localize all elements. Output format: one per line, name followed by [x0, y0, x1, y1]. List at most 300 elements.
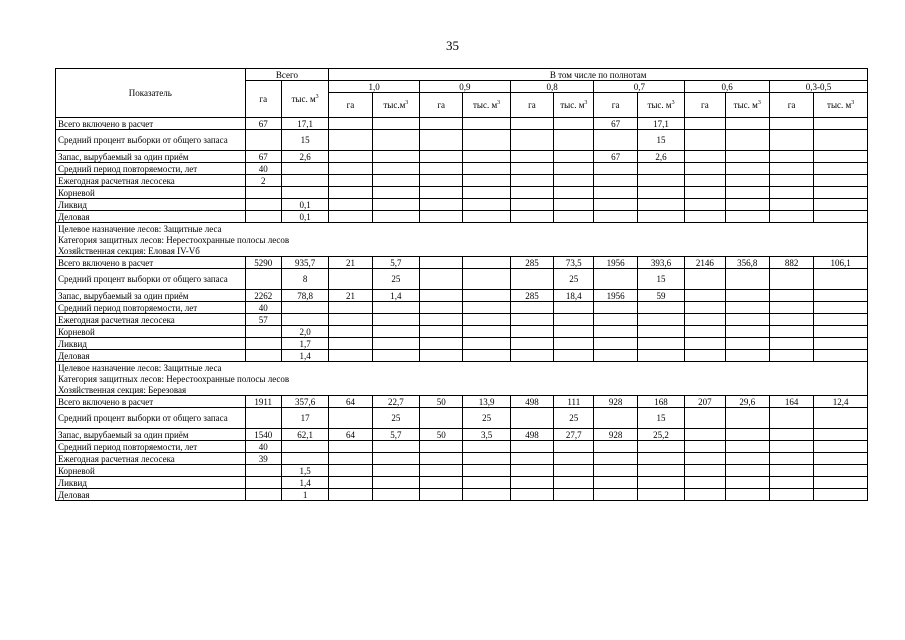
table-cell — [769, 211, 813, 223]
header-density: 1,0 — [329, 81, 420, 93]
table-cell — [814, 290, 868, 302]
table-cell — [554, 211, 594, 223]
table-cell — [372, 326, 419, 338]
table-cell — [329, 408, 372, 429]
table-cell: 67 — [594, 151, 637, 163]
table-cell — [245, 211, 281, 223]
table-cell — [685, 302, 725, 314]
unit-label: тыс. м — [647, 100, 672, 110]
table-cell — [594, 489, 637, 501]
table-cell — [245, 408, 281, 429]
table-cell: 67 — [245, 118, 281, 130]
table-cell: 25,2 — [637, 429, 684, 441]
table-cell — [372, 314, 419, 326]
table-cell — [594, 465, 637, 477]
table-row — [56, 302, 868, 314]
table-cell — [725, 175, 769, 187]
section-caption: Категория защитных лесов: Нерестоохранные полосы лесов — [56, 234, 868, 245]
table-cell — [725, 465, 769, 477]
table-row — [56, 477, 868, 489]
table-cell — [769, 338, 813, 350]
table-cell — [814, 187, 868, 199]
table-cell — [685, 187, 725, 199]
table-cell — [725, 130, 769, 151]
unit-label: тыс. м — [827, 100, 852, 110]
table-cell — [372, 489, 419, 501]
table-cell — [463, 211, 510, 223]
table-cell — [420, 211, 463, 223]
table-cell: 17,1 — [281, 118, 328, 130]
table-cell — [685, 338, 725, 350]
table-cell — [372, 350, 419, 362]
table-cell — [420, 477, 463, 489]
row-label: Ликвид — [56, 199, 246, 211]
table-cell: 285 — [510, 290, 553, 302]
table-cell — [510, 408, 553, 429]
table-cell: 1,5 — [281, 465, 328, 477]
table-cell: 78,8 — [281, 290, 328, 302]
table-cell — [510, 269, 553, 290]
table-cell — [510, 187, 553, 199]
table-cell: 2,6 — [281, 151, 328, 163]
table-cell: 2,6 — [637, 151, 684, 163]
table-cell — [725, 211, 769, 223]
table-cell: 928 — [594, 429, 637, 441]
header-total: Всего — [245, 69, 329, 81]
table-cell: 40 — [245, 441, 281, 453]
unit-label: тыс. м — [473, 100, 498, 110]
table-cell: 0,1 — [281, 199, 328, 211]
table-cell: 356,8 — [725, 257, 769, 269]
table-cell — [725, 187, 769, 199]
table-cell: 13,9 — [463, 396, 510, 408]
table-cell: 1956 — [594, 257, 637, 269]
table-cell — [769, 441, 813, 453]
table-cell: 17,1 — [637, 118, 684, 130]
table-row — [56, 453, 868, 465]
table-cell — [372, 151, 419, 163]
table-cell — [725, 477, 769, 489]
section-caption-row — [56, 362, 868, 374]
table-cell — [637, 211, 684, 223]
table-cell — [463, 326, 510, 338]
table-cell: 12,4 — [814, 396, 868, 408]
table-cell: 50 — [420, 429, 463, 441]
header-ha: га — [420, 93, 463, 118]
table-cell — [463, 118, 510, 130]
table-cell — [594, 477, 637, 489]
table-cell — [685, 175, 725, 187]
table-cell — [725, 453, 769, 465]
table-cell: 2262 — [245, 290, 281, 302]
table-cell — [637, 163, 684, 175]
row-label: Деловая — [56, 489, 246, 501]
superscript-3: 3 — [851, 100, 855, 106]
table-cell — [510, 175, 553, 187]
table-row — [56, 151, 868, 163]
table-cell — [281, 302, 328, 314]
table-cell — [420, 163, 463, 175]
table-cell — [420, 269, 463, 290]
table-cell — [685, 453, 725, 465]
table-cell: 5,7 — [372, 429, 419, 441]
table-cell — [814, 118, 868, 130]
table-cell — [554, 175, 594, 187]
table-cell: 1956 — [594, 290, 637, 302]
header-ha: га — [594, 93, 637, 118]
table-row — [56, 163, 868, 175]
row-label: Корневой — [56, 465, 246, 477]
header-total-ha: га — [245, 81, 281, 118]
table-cell — [594, 163, 637, 175]
table-cell — [769, 151, 813, 163]
table-cell: 935,7 — [281, 257, 328, 269]
table-cell — [685, 465, 725, 477]
table-row — [56, 489, 868, 501]
table-cell — [814, 477, 868, 489]
table-cell: 0,1 — [281, 211, 328, 223]
table-cell — [554, 163, 594, 175]
table-row — [56, 118, 868, 130]
table-cell — [245, 326, 281, 338]
table-cell — [329, 118, 372, 130]
unit-label: тыс. м — [291, 94, 316, 104]
table-cell — [372, 477, 419, 489]
table-cell — [329, 326, 372, 338]
table-cell: 2146 — [685, 257, 725, 269]
table-cell: 25 — [372, 408, 419, 429]
table-cell — [329, 453, 372, 465]
table-cell: 59 — [637, 290, 684, 302]
table-cell — [245, 187, 281, 199]
table-cell — [372, 302, 419, 314]
header-density: 0,8 — [510, 81, 594, 93]
row-label: Запас, вырубаемый за один приём — [56, 429, 246, 441]
header-ha: га — [329, 93, 372, 118]
row-label: Средний период повторяемости, лет — [56, 302, 246, 314]
table-cell — [372, 465, 419, 477]
table-cell — [594, 338, 637, 350]
table-cell — [637, 175, 684, 187]
table-cell: 64 — [329, 429, 372, 441]
table-cell — [245, 477, 281, 489]
table-cell — [685, 314, 725, 326]
table-cell — [814, 408, 868, 429]
table-cell — [281, 163, 328, 175]
row-label: Всего включено в расчет — [56, 396, 246, 408]
table-row — [56, 130, 868, 151]
header-volume — [814, 93, 868, 118]
table-row — [56, 396, 868, 408]
table-cell — [510, 465, 553, 477]
section-caption: Категория защитных лесов: Нерестоохранные полосы лесов — [56, 373, 868, 384]
table-cell — [245, 338, 281, 350]
header-density: 0,7 — [594, 81, 685, 93]
table-cell — [725, 151, 769, 163]
table-row — [56, 175, 868, 187]
table-cell — [245, 130, 281, 151]
table-cell: 1,4 — [372, 290, 419, 302]
table-cell — [420, 441, 463, 453]
table-cell — [814, 151, 868, 163]
table-cell — [725, 326, 769, 338]
table-cell — [814, 350, 868, 362]
table-cell: 57 — [245, 314, 281, 326]
table-cell — [594, 302, 637, 314]
table-cell — [420, 350, 463, 362]
table-cell — [463, 314, 510, 326]
table-cell — [463, 187, 510, 199]
superscript-3: 3 — [405, 100, 409, 106]
table-row — [56, 257, 868, 269]
table-cell — [281, 453, 328, 465]
section-caption-row — [56, 234, 868, 245]
table-cell — [329, 187, 372, 199]
table-cell: 25 — [372, 269, 419, 290]
row-label: Запас, вырубаемый за один приём — [56, 151, 246, 163]
table-cell — [637, 302, 684, 314]
row-label: Запас, вырубаемый за один приём — [56, 290, 246, 302]
table-cell — [725, 489, 769, 501]
table-cell — [420, 465, 463, 477]
table-cell — [725, 302, 769, 314]
table-cell: 1,4 — [281, 477, 328, 489]
table-cell — [594, 199, 637, 211]
table-cell: 22,7 — [372, 396, 419, 408]
table-cell — [769, 489, 813, 501]
table-cell: 15 — [637, 269, 684, 290]
table-cell — [420, 175, 463, 187]
table-cell — [463, 338, 510, 350]
table-row — [56, 326, 868, 338]
table-cell — [725, 408, 769, 429]
table-cell: 8 — [281, 269, 328, 290]
table-cell — [510, 441, 553, 453]
table-cell — [554, 118, 594, 130]
table-cell — [769, 199, 813, 211]
table-cell — [594, 408, 637, 429]
table-cell — [637, 187, 684, 199]
table-cell — [510, 151, 553, 163]
header-total-volume — [281, 81, 328, 118]
table-cell — [372, 338, 419, 350]
table-cell — [329, 175, 372, 187]
table-cell — [637, 199, 684, 211]
row-label: Средний процент выборки от общего запаса — [56, 130, 246, 151]
table-cell — [685, 151, 725, 163]
table-cell — [725, 429, 769, 441]
table-cell — [329, 350, 372, 362]
table-cell — [769, 408, 813, 429]
table-cell — [463, 302, 510, 314]
table-cell — [554, 130, 594, 151]
table-cell — [637, 465, 684, 477]
table-cell — [637, 350, 684, 362]
table-cell — [372, 187, 419, 199]
table-cell — [685, 118, 725, 130]
header-volume — [463, 93, 510, 118]
superscript-3: 3 — [757, 100, 761, 106]
table-cell — [463, 350, 510, 362]
table-cell — [685, 408, 725, 429]
table-cell: 1911 — [245, 396, 281, 408]
table-cell — [372, 163, 419, 175]
table-cell — [510, 199, 553, 211]
table-row — [56, 290, 868, 302]
table-cell — [510, 338, 553, 350]
row-label: Деловая — [56, 211, 246, 223]
table-cell — [510, 489, 553, 501]
table-cell — [554, 441, 594, 453]
section-caption-row — [56, 384, 868, 396]
table-cell — [814, 175, 868, 187]
table-cell — [463, 151, 510, 163]
table-cell — [463, 130, 510, 151]
table-cell — [769, 175, 813, 187]
table-cell — [420, 408, 463, 429]
table-cell: 27,7 — [554, 429, 594, 441]
table-cell — [510, 453, 553, 465]
table-cell — [769, 302, 813, 314]
table-cell — [510, 314, 553, 326]
table-cell: 207 — [685, 396, 725, 408]
table-cell — [685, 429, 725, 441]
table-cell — [725, 269, 769, 290]
table-cell — [510, 118, 553, 130]
table-cell — [814, 302, 868, 314]
table-cell — [814, 465, 868, 477]
table-cell — [685, 326, 725, 338]
table-cell — [814, 326, 868, 338]
table-cell — [594, 453, 637, 465]
table-cell — [769, 269, 813, 290]
row-label: Средний процент выборки от общего запаса — [56, 408, 246, 429]
table-cell — [814, 130, 868, 151]
table-cell — [510, 211, 553, 223]
section-caption: Хозяйственная секция: Березовая — [56, 384, 868, 396]
table-header — [56, 69, 868, 118]
table-cell — [554, 187, 594, 199]
row-label: Всего включено в расчет — [56, 257, 246, 269]
superscript-3: 3 — [315, 94, 319, 100]
table-cell: 62,1 — [281, 429, 328, 441]
row-label: Ликвид — [56, 477, 246, 489]
table-cell — [329, 269, 372, 290]
table-cell: 498 — [510, 429, 553, 441]
table-cell — [685, 489, 725, 501]
row-label: Ежегодная расчетная лесосека — [56, 453, 246, 465]
table-cell: 67 — [245, 151, 281, 163]
section-caption: Целевое назначение лесов: Защитные леса — [56, 223, 868, 235]
table-cell — [685, 350, 725, 362]
table-cell — [510, 350, 553, 362]
table-cell — [685, 163, 725, 175]
table-cell — [510, 326, 553, 338]
table-cell — [637, 453, 684, 465]
superscript-3: 3 — [671, 100, 675, 106]
table-cell — [814, 429, 868, 441]
row-label: Средний процент выборки от общего запаса — [56, 269, 246, 290]
table-cell — [245, 465, 281, 477]
table-cell — [329, 130, 372, 151]
table-cell — [281, 314, 328, 326]
table-cell — [463, 465, 510, 477]
table-cell — [814, 489, 868, 501]
table-cell — [554, 465, 594, 477]
table-cell — [725, 350, 769, 362]
table-row — [56, 211, 868, 223]
superscript-3: 3 — [584, 100, 588, 106]
table-cell — [554, 338, 594, 350]
table-cell — [281, 441, 328, 453]
table-cell: 357,6 — [281, 396, 328, 408]
table-cell — [637, 326, 684, 338]
table-cell: 15 — [637, 408, 684, 429]
table-cell: 15 — [637, 130, 684, 151]
row-label: Средний период повторяемости, лет — [56, 441, 246, 453]
table-row — [56, 429, 868, 441]
row-label: Средний период повторяемости, лет — [56, 163, 246, 175]
table-cell: 25 — [463, 408, 510, 429]
table-cell — [769, 326, 813, 338]
header-volume — [372, 93, 419, 118]
table-cell — [594, 350, 637, 362]
table-cell — [814, 441, 868, 453]
table-cell — [769, 187, 813, 199]
row-label: Ликвид — [56, 338, 246, 350]
table-cell — [372, 453, 419, 465]
row-label: Корневой — [56, 326, 246, 338]
table-cell — [245, 269, 281, 290]
table-cell: 67 — [594, 118, 637, 130]
table-cell — [420, 453, 463, 465]
table-row — [56, 465, 868, 477]
unit-label: тыс. м — [560, 100, 585, 110]
header-volume — [637, 93, 684, 118]
table-cell — [685, 130, 725, 151]
table-cell — [420, 302, 463, 314]
table-cell: 1 — [281, 489, 328, 501]
table-cell: 5290 — [245, 257, 281, 269]
table-row — [56, 187, 868, 199]
table-row — [56, 441, 868, 453]
table-cell — [554, 314, 594, 326]
table-cell: 393,6 — [637, 257, 684, 269]
table-cell — [510, 130, 553, 151]
table-cell: 25 — [554, 408, 594, 429]
table-cell — [329, 441, 372, 453]
table-cell — [594, 175, 637, 187]
table-cell — [420, 489, 463, 501]
table-cell — [372, 130, 419, 151]
table-cell — [685, 290, 725, 302]
table-cell: 3,5 — [463, 429, 510, 441]
table-cell — [420, 290, 463, 302]
header-by-density: В том числе по полнотам — [329, 69, 868, 81]
table-cell: 111 — [554, 396, 594, 408]
table-cell — [372, 211, 419, 223]
header-volume — [554, 93, 594, 118]
table-cell — [420, 257, 463, 269]
table-cell — [637, 477, 684, 489]
table-cell — [463, 163, 510, 175]
table-cell — [725, 163, 769, 175]
table-cell — [329, 489, 372, 501]
table-cell — [594, 187, 637, 199]
table-cell — [463, 199, 510, 211]
table-cell: 25 — [554, 269, 594, 290]
table-cell: 106,1 — [814, 257, 868, 269]
